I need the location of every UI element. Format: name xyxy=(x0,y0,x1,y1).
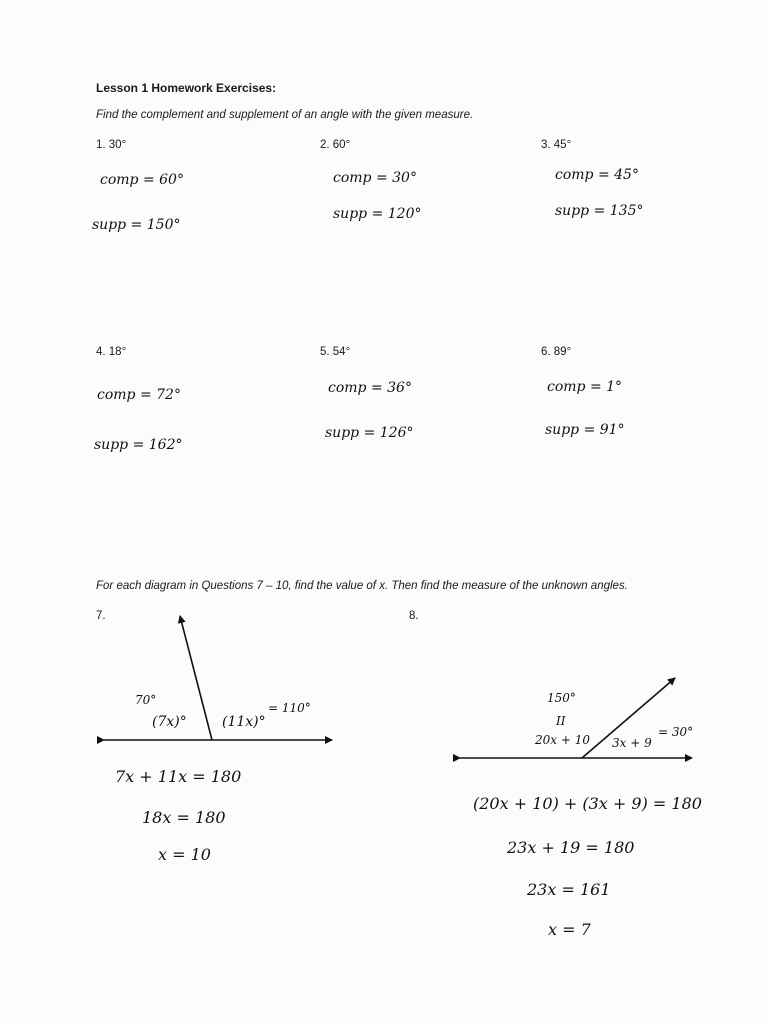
q7-work-line-3: x = 10 xyxy=(158,845,211,864)
problem-1-label: 1. 30° xyxy=(96,139,127,151)
problem-2-label: 2. 60° xyxy=(320,139,351,151)
q7-work-line-2: 18x = 180 xyxy=(142,808,226,827)
problem-6-supp: supp = 91° xyxy=(545,422,625,438)
q7-label: 7. xyxy=(96,610,106,622)
problem-6-comp: comp = 1° xyxy=(547,379,623,395)
page-title: Lesson 1 Homework Exercises: xyxy=(96,81,277,95)
problem-5-comp: comp = 36° xyxy=(328,380,412,396)
problem-3-label: 3. 45° xyxy=(541,139,572,151)
problem-1-comp: comp = 60° xyxy=(100,172,184,188)
problem-4-label: 4. 18° xyxy=(96,346,127,358)
q8-work-line-3: 23x = 161 xyxy=(527,880,611,899)
q8-work-line-4: x = 7 xyxy=(548,920,591,939)
q8-label: 8. xyxy=(409,610,419,622)
problem-3-comp: comp = 45° xyxy=(555,167,639,183)
q8-equals-mark: II xyxy=(556,714,566,728)
q8-work-line-1: (20x + 10) + (3x + 9) = 180 xyxy=(473,794,702,813)
q8-value-top: 150° xyxy=(547,691,576,705)
problem-5-supp: supp = 126° xyxy=(325,425,414,441)
q8-angle-b: 3x + 9 xyxy=(612,736,652,750)
instructions-complement-supplement: Find the complement and supplement of an angle with the given measure. xyxy=(96,109,474,121)
problem-6-label: 6. 89° xyxy=(541,346,572,358)
q8-angle-a: 20x + 10 xyxy=(535,733,590,747)
problem-4-supp: supp = 162° xyxy=(94,437,183,453)
q7-angle-b: (11x)° xyxy=(222,714,266,730)
problem-2-comp: comp = 30° xyxy=(333,170,417,186)
q8-work-line-2: 23x + 19 = 180 xyxy=(507,838,635,857)
problem-3-supp: supp = 135° xyxy=(555,203,644,219)
q8-angle-b-value: = 30° xyxy=(658,725,694,739)
q7-angle-left: 70° xyxy=(135,693,157,707)
problem-1-supp: supp = 150° xyxy=(92,217,181,233)
instructions-find-x: For each diagram in Questions 7 – 10, find the value of x. Then find the measure of the unknown angles. xyxy=(96,580,628,592)
problem-2-supp: supp = 120° xyxy=(333,206,422,222)
q7-angle-b-value: = 110° xyxy=(268,701,311,715)
problem-5-label: 5. 54° xyxy=(320,346,351,358)
problem-4-comp: comp = 72° xyxy=(97,387,181,403)
q7-work-line-1: 7x + 11x = 180 xyxy=(115,767,242,786)
q7-angle-a: (7x)° xyxy=(152,714,187,730)
